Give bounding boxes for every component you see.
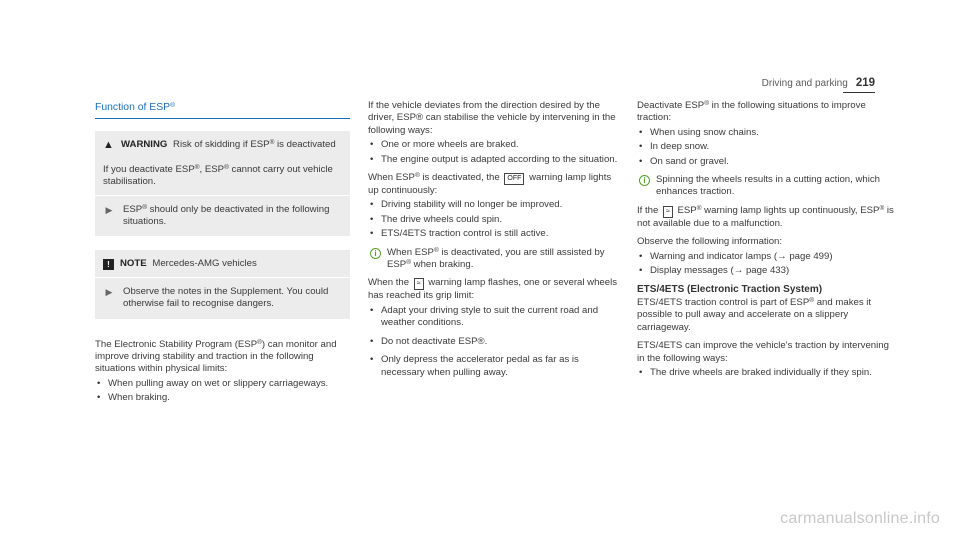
list-item: • The engine output is adapted according to the situation. [368,154,621,166]
column-2 [368,100,621,379]
list-item: • Only depress the accelerator pedal as far as is necessary when pulling away. [368,354,621,379]
arrow-right-icon: ▶ [105,204,113,215]
list-item[interactable]: • Display messages (→ page 433) [637,265,895,277]
list-item: • ETS/4ETS traction control is still active. [368,228,621,240]
deactivated-list [368,199,621,240]
deactivated-text: When ESP® is deactivated, the OFF warning lamp lights up continuously: [368,172,612,197]
list-item: • Driving stability will no longer be improved. [368,199,621,211]
page-number-rule [843,92,875,93]
list-item: • When braking. [95,392,350,404]
page-number: 219 [855,77,875,89]
observe-text: Observe the following information: [637,236,783,248]
reference-list [637,251,895,278]
ets-description: ETS/4ETS traction control is part of ESP® and makes it possible to pull away and accelerate on a slippery carriageway. [637,296,872,333]
section-title: Driving and parking [761,78,848,89]
section-heading: Function of ESP® [95,102,350,119]
skid-lamp-icon: ≈ [414,278,424,290]
list-item: • One or more wheels are braked. [368,139,621,151]
malfunction-text: If the ≈ ESP® warning lamp lights up continuously, ESP® is not available due to a malfunction. [637,204,894,229]
warning-action: ▶ ESP® should only be deactivated in the following situations. [95,196,350,237]
watermark: carmanualsonline.info [780,509,940,527]
arrow-right-icon: ▶ [105,286,113,297]
page-header [762,77,875,90]
info-circle-icon: i [639,175,650,186]
grip-limit-list [368,305,621,379]
intervention-list [368,139,621,166]
ets-intervention: ETS/4ETS can improve the vehicle's traction by intervening in the following ways: [637,340,889,364]
note-action: ▶ Observe the notes in the Supplement. You could otherwise fail to recognise dangers. [95,278,350,319]
list-item: • Adapt your driving style to suit the current road and weather conditions. [368,305,621,330]
info-note: i When ESP® is deactivated, you are still assisted by ESP® when braking. [368,247,621,272]
warning-label: WARNING [121,139,168,151]
note-label: NOTE [120,258,147,270]
flashing-text: When the ≈ warning lamp flashes, one or several wheels has reached its grip limit: [368,277,618,302]
list-item: • Do not deactivate ESP®. [368,336,621,348]
exclamation-square-icon: ! [103,259,114,270]
list-item: • The drive wheels could spin. [368,214,621,226]
info-note: i Spinning the wheels results in a cutting action, which enhances traction. [637,174,895,199]
list-item: • In deep snow. [637,141,895,153]
list-item[interactable]: • Warning and indicator lamps (→ page 499) [637,251,895,263]
ets-heading: ETS/4ETS (Electronic Traction System) [637,284,823,296]
traction-list [637,127,895,168]
list-item: • When using snow chains. [637,127,895,139]
column-3 [637,100,895,379]
list-item: • When pulling away on wet or slippery carriageways. [95,378,350,390]
info-circle-icon: i [370,248,381,259]
list-item: • On sand or gravel. [637,156,895,168]
situation-list [95,378,350,405]
esp-off-lamp-icon: OFF [504,173,524,185]
esp-description: The Electronic Stability Program (ESP®) can monitor and improve driving stability and traction in the following situations within physical limits: [95,338,337,375]
list-item: • The drive wheels are braked individually if they spin. [637,367,895,379]
intervention-intro: If the vehicle deviates from the direction desired by the driver, ESP® can stabilise the vehicle by intervening in the following ways: [368,100,616,136]
note-box: ! NOTE Mercedes-AMG vehicles ▶ Observe the notes in the Supplement. You could otherwise fail to recognise dangers. [95,250,350,318]
warning-triangle-icon: ▲ [103,139,114,152]
deactivate-situations: Deactivate ESP® in the following situations to improve traction: [637,100,866,124]
skid-lamp-icon: ≈ [663,206,673,218]
ets-list [637,367,895,379]
warning-body: If you deactivate ESP®, ESP® cannot carry out vehicle stabilisation. [103,163,333,188]
warning-box: ▲ WARNING Risk of skidding if ESP® is deactivated If you deactivate ESP®, ESP® cannot carry out vehicle stabilisation. ▶ ESP® should only be deactivated in the following situations. [95,131,350,236]
column-1 [95,100,350,405]
